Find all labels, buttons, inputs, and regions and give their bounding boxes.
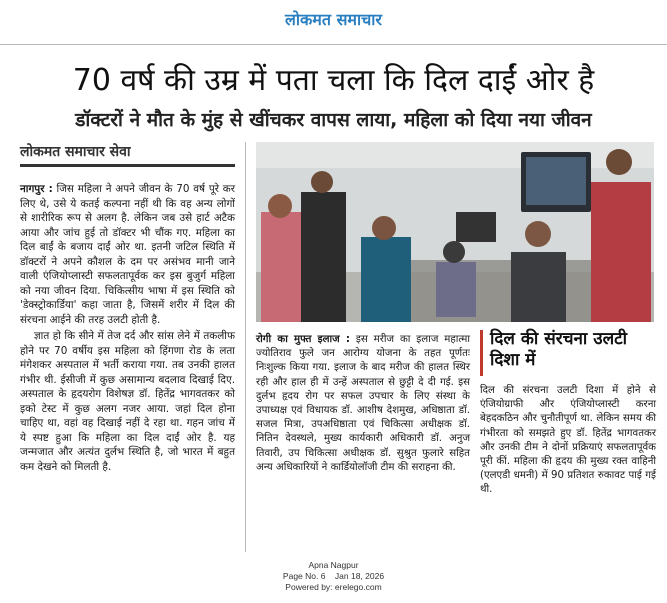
box-heading: [480, 329, 656, 377]
article-column-3: दिल की संरचना उलटी दिशा में होने से एंजियोग्राफी और एंजियोप्लास्टी करना बेहदकठिन और चुनौतीपूर्ण था. लेकिन समय की गंभीरता को समझते हुए डॉ. हितेंद्र भागवतकर और उनकी टीम ने दोनों प्रक्रियाएं सफलतापूर्वक पूरी कीं. महिला की हृदय की मुख्य रक्त वाहिनी (एलएडी धमनी) में 90 प्रतिशत रुकावट पाई गई थी.: [480, 385, 656, 496]
paragraph-2: ज्ञात हो कि सीने में तेज दर्द और सांस लेने में तकलीफ होने पर 70 वर्षीय इस महिला को हिंगणा रोड के लता मंगेशकर अस्पताल में भर्ती कराया गया. तब उनकी हालत गंभीर थी. ईसीजी में कुछ असामान्य बदलाव दिखाई दिए. अस्पताल के हृदयरोग विशेषज्ञ डॉ. हितेंद्र भागवतकर को इको टेस्ट में कुछ अलग नजर आया. जहां दिल होना चाहिए था, वहां वह दिखाई नहीं दे रहा था. गहन जांच में ये स्पष्ट हुआ कि महिला का दिल दाईं ओर है. यह जन्मजात और अत्यंत दुर्लभ स्थिति है, जो भारत में बहुत कम देखने को मिलती है.: [20, 330, 235, 473]
dateline: नागपुर :: [20, 183, 53, 195]
headline: 70 वर्ष की उम्र में पता चला कि दिल दाईं ओर है: [72, 63, 595, 98]
photo-illustration: [256, 142, 654, 322]
byline-underline: [20, 164, 235, 167]
article-column-2: [256, 333, 470, 475]
masthead-logo: लोकमत समाचार: [285, 10, 382, 29]
byline: लोकमत समाचार सेवा: [20, 144, 131, 160]
footer-page-date: Page No. 6 Jan 18, 2026: [282, 571, 385, 581]
paragraph-1: [20, 182, 235, 327]
column-divider: [245, 142, 246, 552]
subheadline: डॉक्टरों ने मौत के मुंह से खींचकर वापस लाया, महिला को दिया नया जीवन: [75, 109, 592, 131]
article-column-1: [20, 182, 235, 474]
news-photo: [256, 142, 654, 322]
paragraph-1-text: जिस महिला ने अपने जीवन के 70 वर्ष पूरे कर लिए थे, उसे ये कतई कल्पना नहीं थी कि वह अन्य लोगों से शारीरिक रूप से अलग है. लेकिन जब उसे हार्ट अटैक आया और जांच हुई तो डॉक्टर भी चौंक गए. महिला का दिल बाईं के बजाय दाईं ओर था. इतनी जटिल स्थिति में डॉक्टरों ने अपने कौशल के दम पर असंभव मानी जाने वाली एंजियोप्लास्टी सफलतापूर्वक कर इस बुजुर्ग महिला को नया जीवन दिया. चिकित्सीय भाषा में इस स्थिति को 'डेक्स्ट्रोकार्डिया' कहा जाता है, जिसमें शरीर में दिल की संरचना आईने की तरह उलटी होती है.: [20, 183, 236, 326]
footer-powered-by: Powered by: erelego.com: [285, 582, 382, 592]
masthead-divider: [0, 44, 667, 45]
page-footer: [0, 560, 667, 593]
box-heading-text: दिल की संरचना उलटी दिशा में: [490, 329, 628, 370]
subsection-lead: रोगी का मुफ्त इलाज :: [256, 334, 350, 345]
subsection-text: इस मरीज का इलाज महात्मा ज्योतिराव फुले जन आरोग्य योजना के तहत पूर्णतः निःशुल्क किया गया. इलाज के बाद मरीज की हालत स्थिर रही और हाल ही में उन्हें अस्पताल से छुट्टी दे दी गई. इस दुर्लभ हृदय रोग पर सफल उपचार के लिए संस्था के उपाध्यक्ष एवं विधायक डॉ. आशीष देशमुख, अधिष्ठाता डॉ. सजल मित्रा, उपअधिष्ठाता एवं चिकित्सा अधीक्षक डॉ. नितिन देवस्थले, मुख्य कार्यकारी अधिकारी डॉ. अनुज तिवारी, उप चिकित्सा अधीक्षक डॉ. सुश्रुत फुलारे सहित अन्य अधिकारियों ने कार्डियोलॉजी टीम की सराहना की.: [256, 334, 471, 473]
footer-edition: Apna Nagpur: [308, 560, 359, 570]
masthead: [0, 8, 667, 30]
